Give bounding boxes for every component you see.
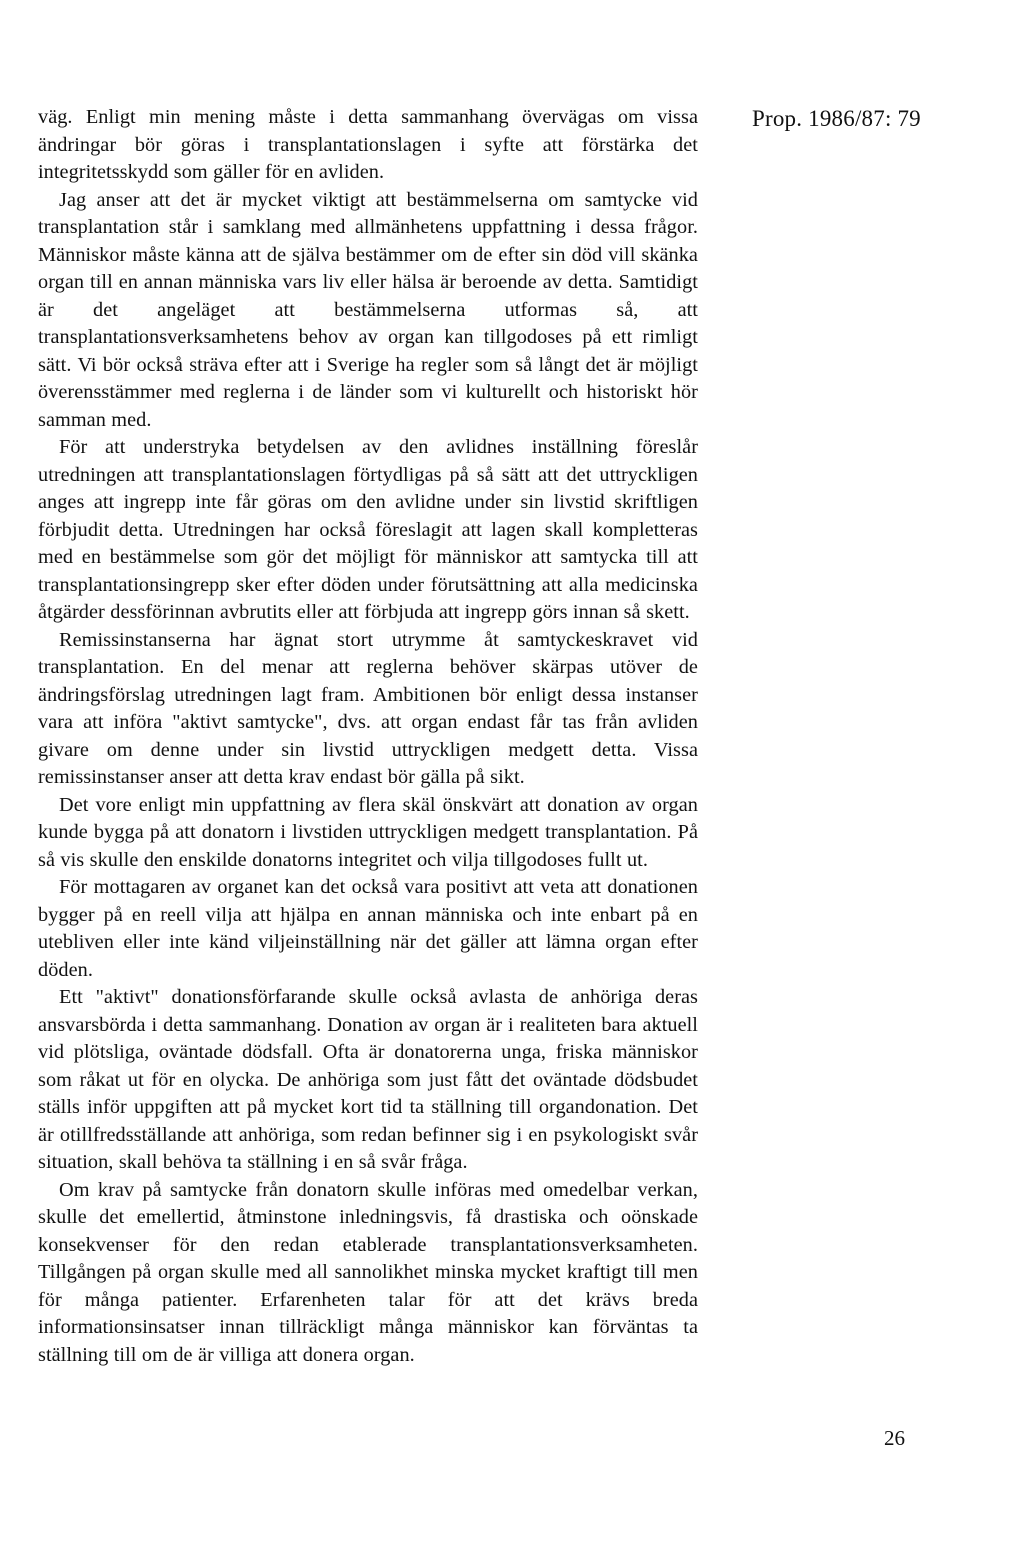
paragraph: För mottagaren av organet kan det också vara positivt att veta att donationen bygger på en reell vilja att hjälpa en annan människa och inte enbart på en utebliven eller inte känd viljeinställning när det gäller att lämna organ efter döden. <box>38 876 698 981</box>
paragraph: Jag anser att det är mycket viktigt att bestämmelserna om samtycke vid transplantation står i samklang med allmänhetens uppfattning i dessa frågor. Människor måste känna att de själva bestämmer om de efter sin död vill skänka organ till en annan människa vars liv eller hälsa är beroende av detta. Samtidigt är det angeläget att bestämmelserna utformas så, att transplantationsverksamhetens behov av organ kan tillgodoses på ett rimligt sätt. Vi bör också sträva efter att i Sverige ha regler som så långt det är möjligt överensstämmer med reglerna i de länder som vi kulturellt och historiskt hör samman med. <box>38 188 698 431</box>
paragraph: Om krav på samtycke från donatorn skulle införas med omedelbar verkan, skulle det emellertid, åtminstone inledningsvis, få drastiska och oönskade konsekvenser för den redan etablerade transplantationsverksamheten. Tillgången på organ skulle med all sannolikhet minska mycket kraftigt till men för många patienter. Erfarenheten talar för att det krävs breda informationsinsatser innan tillräckligt många människor kan förväntas ta ställning till om de är villiga att donera organ. <box>38 1178 698 1366</box>
paragraph: Ett "aktivt" donationsförfarande skulle också avlasta de anhöriga deras ansvarsbörda i detta sammanhang. Donation av organ är i realiteten bara aktuell vid plötsliga, oväntade dödsfall. Ofta är donatorerna unga, friska människor som råkat ut för en olycka. De anhöriga som just fått det oväntade dödsbudet ställs inför uppgiften att på mycket kort tid ta ställning till organdonation. Det är otillfredsställande att anhöriga, som redan befinner sig i en psykologiskt svår situation, skall behöva ta ställning i en så svår fråga. <box>38 986 698 1173</box>
body-text <box>38 104 698 1369</box>
paragraph: väg. Enligt min mening måste i detta sammanhang övervägas om vissa ändringar bör göras i transplantationslagen i syfte att förstärka det integritetsskydd som gäller för en avliden. <box>38 106 698 183</box>
paragraph: Remissinstanserna har ägnat stort utrymme åt samtyckeskravet vid transplantation. En del menar att reglerna behöver skärpas utöver de ändringsförslag utredningen lagt fram. Ambitionen bör enligt dessa instanser vara att införa "aktivt samtycke", dvs. att organ endast får tas från avliden givare om denne under sin livstid uttryckligen medgett detta. Vissa remissinstanser anser att detta krav endast bör gälla på sikt. <box>38 628 698 788</box>
page-number: 26 <box>884 1426 905 1450</box>
proposition-reference: Prop. 1986/87: 79 <box>752 106 921 131</box>
paragraph: För att understryka betydelsen av den avlidnes inställning föreslår utredningen att transplantationslagen förtydligas på så sätt att det uttryckligen anges att ingrepp inte får göras om den avlidne under sin livstid skriftligen förbjudit detta. Utredningen har också föreslagit att lagen skall kompletteras med en bestämmelse som gör det möjligt för människor att samtycka till att transplantationsingrepp sker efter döden under förutsättning att alla medicinska åtgärder dessförinnan avbrutits eller att förbjuda att ingrepp görs innan så skett. <box>38 436 698 623</box>
paragraph: Det vore enligt min uppfattning av flera skäl önskvärt att donation av organ kunde bygga på att donatorn i livstiden uttryckligen medgett transplantation. På så vis skulle den enskilde donatorns integritet och vilja tillgodoses fullt ut. <box>38 793 698 871</box>
